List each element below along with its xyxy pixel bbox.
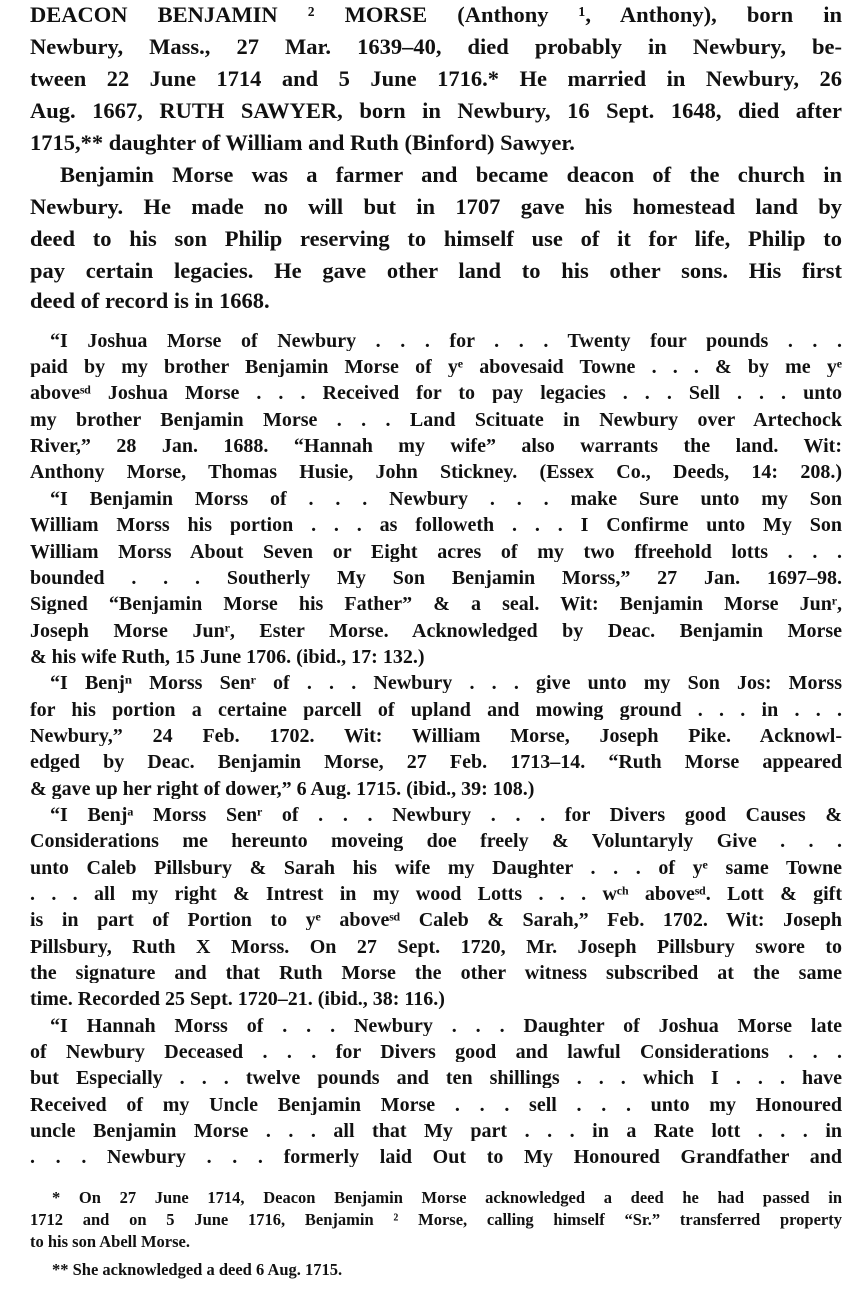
text-line: the signature and that Ruth Morse the other witness subscribed at the same	[30, 963, 842, 983]
text-line: “I Benjᵃ Morss Senʳ of . . . Newbury . . . for Divers good Causes &	[50, 805, 842, 825]
text-line: pay certain legacies. He gave other land to his other sons. His first	[30, 260, 842, 283]
text-line: & his wife Ruth, 15 June 1706. (ibid., 17: 132.)	[30, 647, 425, 667]
footnote-line: * On 27 June 1714, Deacon Benjamin Morse acknowledged a deed he had passed in	[52, 1190, 842, 1207]
text-line: Pillsbury, Ruth X Morss. On 27 Sept. 1720, Mr. Joseph Pillsbury swore to	[30, 937, 842, 957]
text-line: William Morss About Seven or Eight acres of my two ffreehold lotts . . .	[30, 542, 842, 562]
text-line: 1715,** daughter of William and Ruth (Binford) Sawyer.	[30, 132, 575, 155]
text-line: Benjamin Morse was a farmer and became deacon of the church in	[60, 164, 842, 187]
footnote-line: ** She acknowledged a deed 6 Aug. 1715.	[52, 1262, 343, 1279]
text-line: DEACON BENJAMIN ² MORSE (Anthony ¹, Anthony), born in	[30, 4, 842, 27]
text-line: Anthony Morse, Thomas Husie, John Stickney. (Essex Co., Deeds, 14: 208.)	[30, 462, 842, 482]
text-line: uncle Benjamin Morse . . . all that My part . . . in a Rate lott . . . in	[30, 1121, 842, 1141]
text-line: edged by Deac. Benjamin Morse, 27 Feb. 1713–14. “Ruth Morse appeared	[30, 752, 842, 772]
text-line: William Morss his portion . . . as followeth . . . I Confirme unto My Son	[30, 515, 842, 535]
text-line: “I Joshua Morse of Newbury . . . for . . . Twenty four pounds . . .	[50, 331, 842, 351]
text-line: Newbury, Mass., 27 Mar. 1639–40, died probably in Newbury, be-	[30, 36, 842, 59]
footnote-line: to his son Abell Morse.	[30, 1234, 190, 1251]
text-line: Received of my Uncle Benjamin Morse . . . sell . . . unto my Honoured	[30, 1095, 842, 1115]
text-line: “I Benjamin Morss of . . . Newbury . . . make Sure unto my Son	[50, 489, 842, 509]
text-line: Newbury. He made no will but in 1707 gave his homestead land by	[30, 196, 842, 219]
text-line: is in part of Portion to yᵉ aboveˢᵈ Caleb & Sarah,” Feb. 1702. Wit: Joseph	[30, 910, 842, 930]
text-line: deed of record is in 1668.	[30, 290, 270, 313]
text-line: . . . Newbury . . . formerly laid Out to My Honoured Grandfather and	[30, 1147, 842, 1167]
text-line: paid by my brother Benjamin Morse of yᵉ abovesaid Towne . . . & by me yᵉ	[30, 357, 842, 377]
text-line: of Newbury Deceased . . . for Divers good and lawful Considerations . . .	[30, 1042, 842, 1062]
footnote-line: 1712 and on 5 June 1716, Benjamin ² Morse, calling himself “Sr.” transferred property	[30, 1212, 842, 1229]
text-line: deed to his son Philip reserving to himself use of it for life, Philip to	[30, 228, 842, 251]
text-line: “I Hannah Morss of . . . Newbury . . . Daughter of Joshua Morse late	[50, 1016, 842, 1036]
text-line: Signed “Benjamin Morse his Father” & a seal. Wit: Benjamin Morse Junʳ,	[30, 594, 842, 614]
text-line: but Especially . . . twelve pounds and ten shillings . . . which I . . . have	[30, 1068, 842, 1088]
text-line: unto Caleb Pillsbury & Sarah his wife my Daughter . . . of yᵉ same Towne	[30, 858, 842, 878]
text-line: Aug. 1667, RUTH SAWYER, born in Newbury, 16 Sept. 1648, died after	[30, 100, 842, 123]
text-line: Considerations me hereunto moveing doe freely & Voluntaryly Give . . .	[30, 831, 842, 851]
text-line: . . . all my right & Intrest in my wood Lotts . . . wᶜʰ aboveˢᵈ. Lott & gift	[30, 884, 842, 904]
text-line: “I Benjⁿ Morss Senʳ of . . . Newbury . . . give unto my Son Jos: Morss	[50, 673, 842, 693]
text-line: aboveˢᵈ Joshua Morse . . . Received for to pay legacies . . . Sell . . . unto	[30, 383, 842, 403]
text-line: bounded . . . Southerly My Son Benjamin Morss,” 27 Jan. 1697–98.	[30, 568, 842, 588]
text-line: River,” 28 Jan. 1688. “Hannah my wife” also warrants the land. Wit:	[30, 436, 842, 456]
text-line: Newbury,” 24 Feb. 1702. Wit: William Morse, Joseph Pike. Acknowl-	[30, 726, 842, 746]
document-page	[30, 0, 842, 1309]
text-line: tween 22 June 1714 and 5 June 1716.* He married in Newbury, 26	[30, 68, 842, 91]
text-line: Joseph Morse Junʳ, Ester Morse. Acknowledged by Deac. Benjamin Morse	[30, 621, 842, 641]
text-line: my brother Benjamin Morse . . . Land Scituate in Newbury over Artechock	[30, 410, 842, 430]
text-line: & gave up her right of dower,” 6 Aug. 1715. (ibid., 39: 108.)	[30, 779, 535, 799]
text-line: for his portion a certaine parcell of upland and mowing ground . . . in . . .	[30, 700, 842, 720]
text-line: time. Recorded 25 Sept. 1720–21. (ibid., 38: 116.)	[30, 989, 445, 1009]
